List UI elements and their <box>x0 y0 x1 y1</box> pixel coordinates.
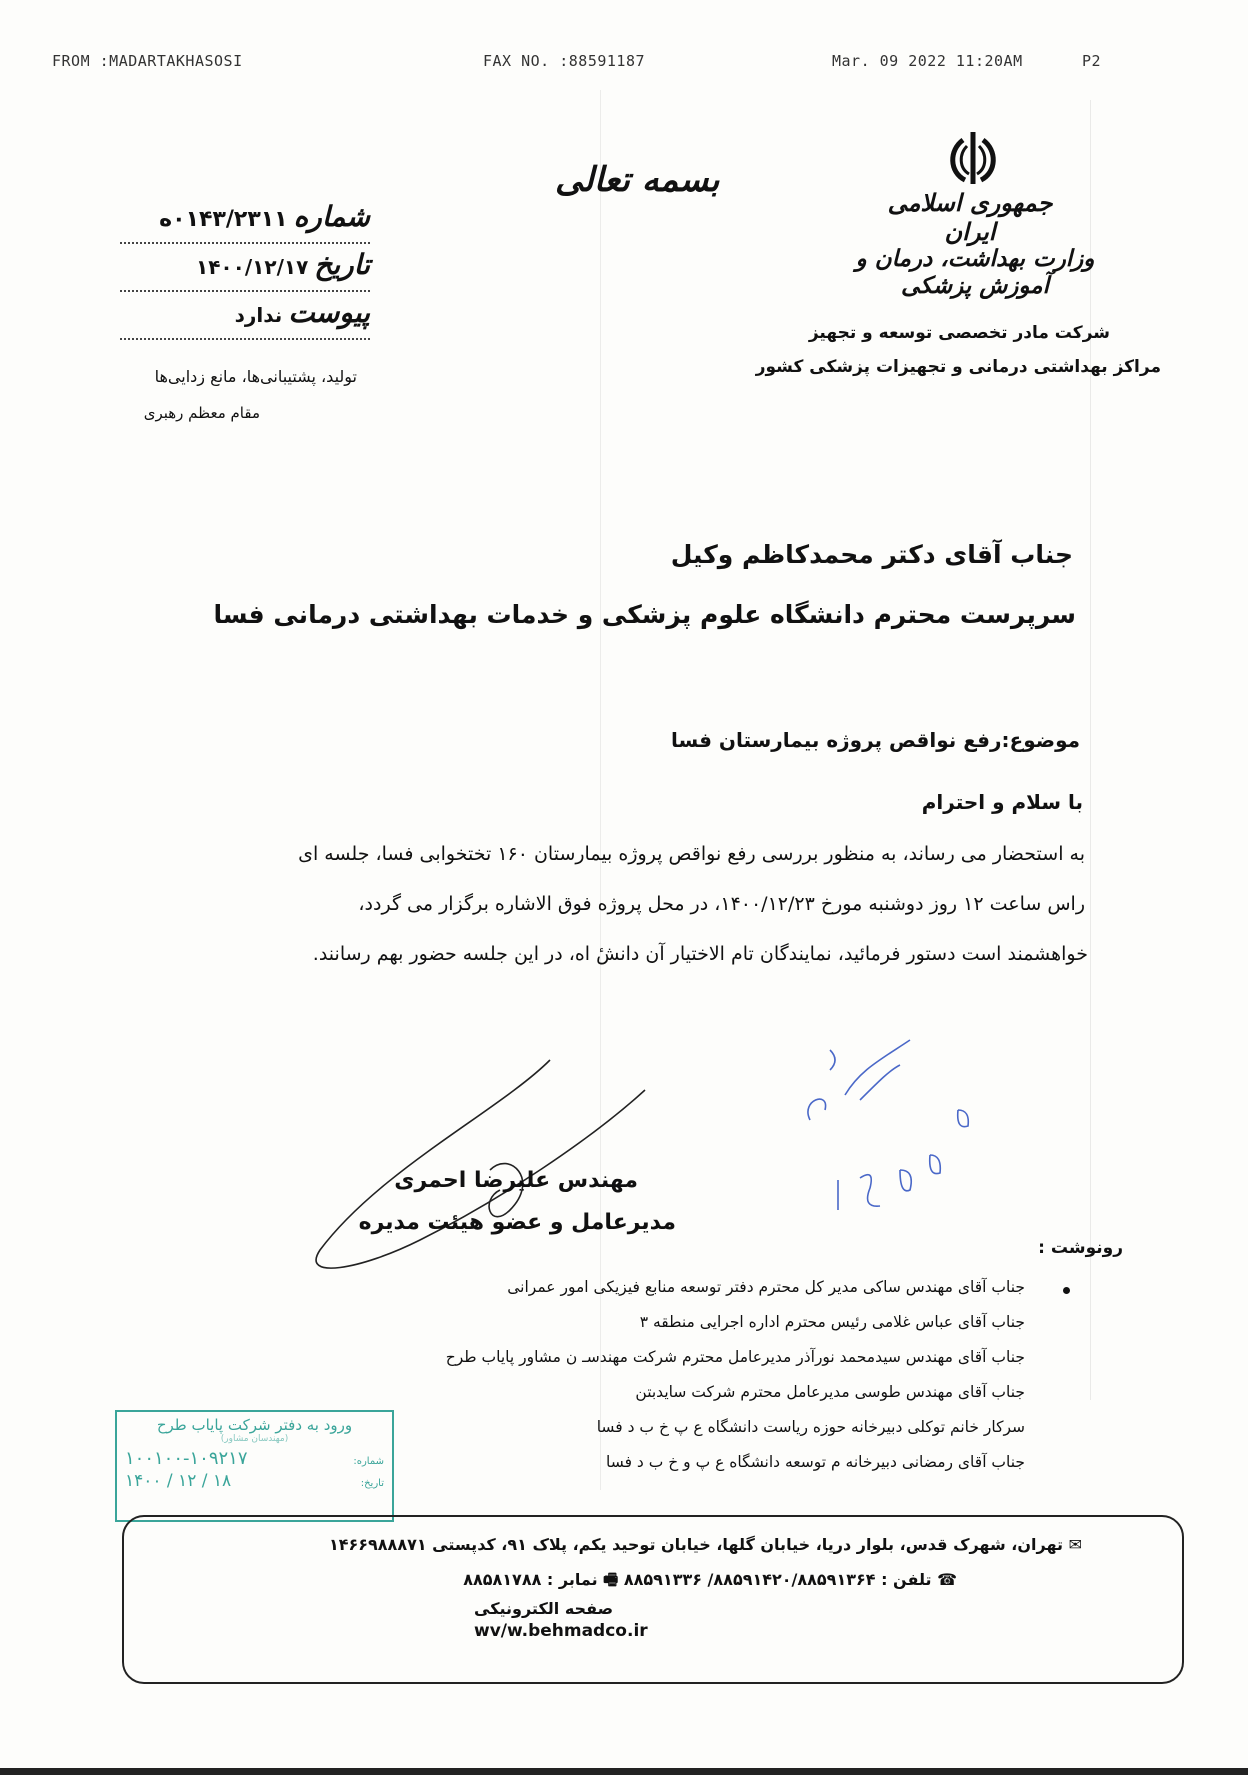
fax-datetime: Mar. 09 2022 11:20AM <box>832 52 1023 70</box>
subject: موضوع:رفع نواقص پروژه بیمارستان فسا <box>670 728 1080 752</box>
reference-number-row <box>120 200 370 244</box>
fax-page: P2 <box>1082 52 1102 70</box>
stamp-subtitle: (مهندسان مشاور) <box>220 1434 289 1444</box>
addressee-name: جناب آقای دکتر محمدکاظم وکیل <box>670 540 1073 569</box>
phone-icon: ☎ <box>931 1570 957 1589</box>
phone-value: ۸۸۵۹۱۴۲۰/۸۸۵۹۱۳۶۴/ ۸۸۵۹۱۳۳۶ <box>623 1570 876 1589</box>
company-name-line2: مراکز بهداشتی درمانی و تجهیزات پزشکی کشور <box>755 357 1161 377</box>
scan-edge <box>0 1768 1248 1775</box>
address-text: تهران، شهرک قدس، بلوار دریا، خیابان گلها، خیابان توحید یکم، پلاک ۹۱، کدپستی ۱۴۶۶۹۸۸۸۷۱ <box>328 1535 1064 1554</box>
letterhead-republic: جمهوری اسلامی ایران <box>887 188 1053 246</box>
slogan-line2: مقام معظم رهبری <box>143 404 260 422</box>
iran-emblem-icon <box>943 128 1003 188</box>
footer-web-label: صفحه الکترونیکی <box>474 1599 614 1618</box>
footer-contacts <box>463 1569 957 1596</box>
fax-value: ۸۸۵۸۱۷۸۸ <box>463 1570 542 1589</box>
phone-label: تلفن : <box>881 1570 932 1589</box>
date-value: ۱۴۰۰/۱۲/۱۷ <box>196 255 309 279</box>
stamp-date-label: تاریخ: <box>360 1478 384 1489</box>
cc-item: جناب آقای مهندس سیدمحمد نورآذر مدیرعامل محترم شرکت مهندسـ ن مشاور پایاب طرح <box>445 1348 1025 1366</box>
mail-icon: ✉ <box>1063 1535 1082 1554</box>
fax-number: FAX NO. :88591187 <box>483 52 646 70</box>
fax-label: نمابر : <box>546 1570 598 1589</box>
body-line: به استحضار می رساند، به منظور بررسی رفع نواقص پروژه بیمارستان ۱۶۰ تختخوابی فسا، جلسه ای <box>298 843 1085 865</box>
footer-website[interactable]: wv/w.behmadco.ir <box>474 1621 648 1641</box>
invocation: بسمه تعالی <box>555 160 720 200</box>
cc-item: جناب آقای رمضانی دبیرخانه م توسعه دانشگاه ع پ و خ ب د فسا <box>606 1453 1025 1471</box>
signature <box>300 1050 660 1280</box>
addressee-title: سرپرست محترم دانشگاه علوم پزشکی و خدمات بهداشتی درمانی فسا <box>213 600 1076 629</box>
bullet-icon <box>1063 1287 1070 1294</box>
reference-date-row <box>120 248 370 292</box>
fax-icon: 🖷 <box>597 1570 619 1589</box>
stamp-number-label: شماره: <box>353 1456 384 1467</box>
stamp-title: ورود به دفتر شرکت پایاب طرح <box>156 1416 353 1434</box>
footer-box <box>122 1515 1184 1684</box>
received-stamp <box>115 1410 394 1522</box>
letterhead-ministry: وزارت بهداشت، درمان و آموزش پزشکی <box>855 245 1095 299</box>
handwritten-note <box>790 1010 990 1210</box>
cc-item: سرکار خانم توکلی دبیرخانه حوزه ریاست دانشگاه ع پ خ ب د فسا <box>596 1418 1025 1436</box>
number-label: شماره <box>293 200 370 233</box>
cc-item: جناب آقای مهندس طوسی مدیرعامل محترم شرکت سایدبتن <box>635 1383 1025 1401</box>
attachment-label: پیوست <box>288 296 370 329</box>
footer-address <box>329 1535 1082 1554</box>
signatory-name: مهندس علیرضا احمری <box>394 1168 638 1193</box>
attachment-value: ندارد <box>234 303 283 327</box>
stamp-date-value: ۱۴۰۰ / ۱۲ / ۱۸ <box>125 1471 232 1491</box>
signatory-position: مدیرعامل و عضو هیئت مدیره <box>358 1210 676 1235</box>
company-name-line1: شرکت مادر تخصصی توسعه و تجهیز <box>808 323 1110 343</box>
reference-attachment-row <box>120 296 370 340</box>
greeting: با سلام و احترام <box>921 790 1083 814</box>
body-line: خواهشمند است دستور فرمائید، نمایندگان تام الاختیار آن دانشٔ اه، در این جلسه حضور بهم رسانند. <box>312 943 1088 965</box>
reference-block <box>120 200 370 340</box>
cc-item: جناب آقای عباس غلامی رئیس محترم اداره اجرایی منطقه ۳ <box>639 1313 1025 1331</box>
slogan-line1: تولید، پشتیبانی‌ها، مانع زدایی‌ها <box>154 367 357 386</box>
date-label: تاریخ <box>314 248 370 281</box>
number-value: ۰۱۴۳/۲۳۱۱ه <box>159 207 288 232</box>
fax-from: FROM :MADARTAKHASOSI <box>52 52 243 70</box>
cc-item: جناب آقای مهندس ساکی مدیر کل محترم دفتر توسعه منابع فیزیکی امور عمرانی <box>507 1278 1025 1296</box>
cc-label: رونوشت : <box>1038 1238 1123 1258</box>
stamp-number-value: ۱۰۰۱۰۰-۱۰۹۲۱۷ <box>125 1448 248 1469</box>
body-line: راس ساعت ۱۲ روز دوشنبه مورخ ۱۴۰۰/۱۲/۲۳، در محل پروژه فوق الاشاره برگزار می گردد، <box>358 893 1085 915</box>
